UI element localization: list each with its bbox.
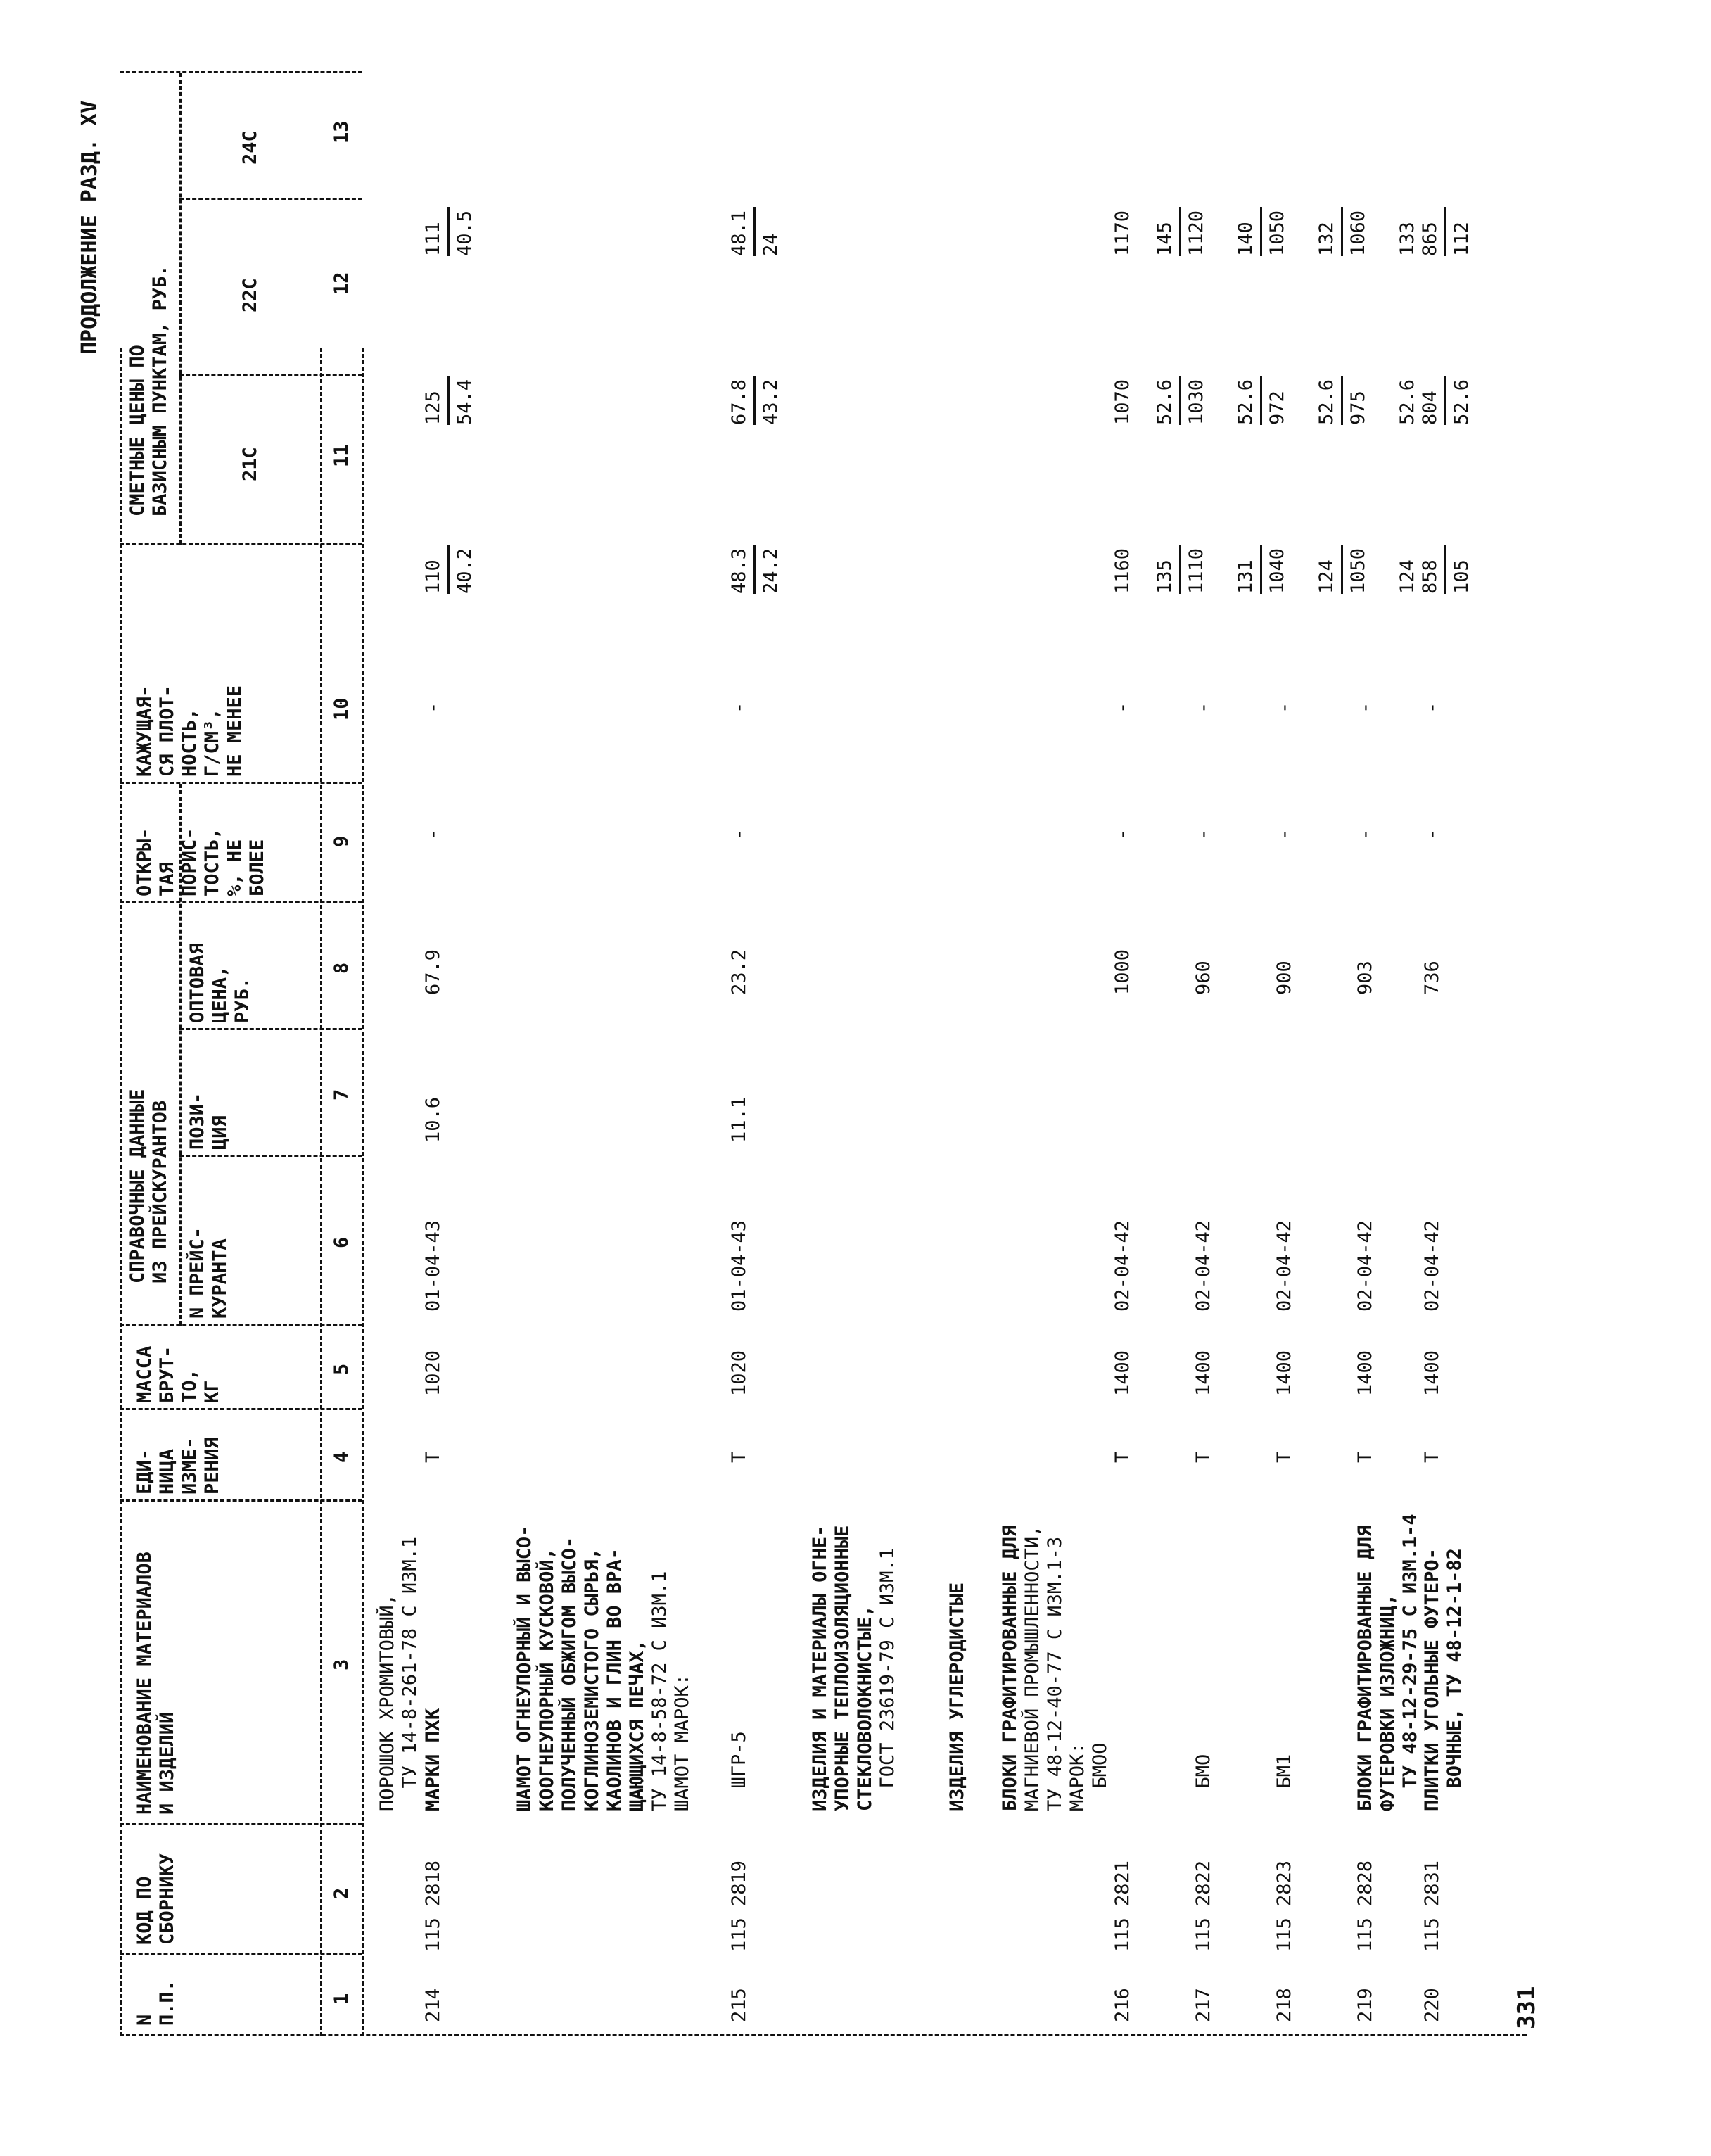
row-219-n: 219 [1354,1988,1376,2022]
row-220-code: 115 2831 [1421,1860,1443,1952]
header-density: КАЖУЩАЯ- СЯ ПЛОТ- НОСТЬ, Г/СМ³, НЕ МЕНЕЕ [134,685,246,777]
table-top-rule [120,348,122,2036]
col-rule-8 [179,1028,362,1030]
row-217-p22: 52.6 1030 [1154,376,1208,425]
table-header-rule [320,348,322,2036]
row-216-pricelist: 02-04-42 [1112,1219,1133,1312]
row-220-name: ПЛИТКИ УГОЛЬНЫЕ ФУТЕРО- ВОЧНЫЕ, ТУ 48-12-1-82 [1421,1548,1465,1811]
row-219-code: 115 2828 [1354,1860,1376,1952]
row-216-code: 115 2821 [1112,1860,1133,1952]
row-216-n: 216 [1112,1988,1133,2022]
row-220-wholesale: 736 [1421,960,1443,995]
row-216-mass: 1400 [1112,1350,1133,1396]
row-218-name: БМ1 [1273,1754,1295,1811]
row-214-p21: 110 40.2 [422,545,476,594]
row-215-p24: 48.1 24 [728,207,782,256]
col-rule-12 [179,374,362,376]
row-217-density: - [1192,702,1214,714]
row-220-p22: 52.6 804 52.6 [1397,376,1473,425]
row-218-wholesale: 900 [1273,960,1295,995]
row-218-porosity: - [1273,828,1295,840]
row-219-wholesale: 903 [1354,960,1376,995]
row-220-n: 220 [1421,1988,1443,2022]
row-216-p24: 1170 [1112,210,1133,256]
col-rule-9 [120,901,362,903]
colnum-13: 13 [331,120,352,144]
row-214-n: 214 [422,1988,444,2022]
row-215-pricelist: 01-04-43 [728,1219,750,1312]
col-rule-4 [120,1499,362,1502]
row-218-p21: 131 1040 [1235,545,1289,594]
row-219-porosity: - [1354,828,1376,840]
row-215-unit: Т [728,1451,750,1463]
row-217-name: БМО [1192,1754,1214,1811]
text-block-graphite-spec: МАГНИЕВОЙ ПРОМЫШЛЕННОСТИ, ТУ 48-12-40-77 С ИЗМ.1-3 МАРОК: [1022,1525,1088,1811]
header-p24: 24С [239,130,261,165]
header-porosity: ОТКРЫ- ТАЯ ПОРИС- ТОСТЬ, %, НЕ БОЛЕЕ [134,827,268,896]
table-colnum-rule [362,348,364,2036]
row-216-unit: Т [1112,1451,1133,1463]
text-block-fibreglass: ИЗДЕЛИЯ И МАТЕРИАЛЫ ОГНЕ- УПОРНЫЕ ТЕПЛОИЗОЛЯЦИОННЫЕ СТЕКЛОВОЛОКНИСТЫЕ, [809,1525,876,1811]
col-rule-6 [120,1324,362,1326]
row-215-code: 115 2819 [728,1860,750,1952]
row-214-unit: Т [422,1451,444,1463]
header-unit: ЕДИ- НИЦА ИЗМЕ- РЕНИЯ [134,1437,223,1495]
row-214-density: - [422,702,444,714]
row-218-density: - [1273,702,1295,714]
text-block-chamotte-spec: ТУ 14-8-58-72 С ИЗМ.1 ШАМОТ МАРОК: [649,1571,693,1811]
row-215-p21: 48.3 24.2 [728,545,782,594]
row-216-wholesale: 1000 [1112,949,1133,995]
row-215-n: 215 [728,1988,750,2022]
estimate-group-rule [179,73,182,545]
row-220-p21: 124 858 105 [1397,545,1473,594]
colnum-7: 7 [331,1089,352,1101]
row-218-mass: 1400 [1273,1350,1295,1396]
row-216-p21: 1160 [1112,547,1133,594]
row-220-p24: 133 865 112 [1397,207,1473,256]
col-rule-5 [120,1408,362,1410]
colnum-9: 9 [331,835,352,847]
col-rule-10 [120,782,362,784]
row-215-p22: 67.8 43.2 [728,376,782,425]
row-219-p21: 124 1050 [1316,545,1370,594]
row-219-p22: 52.6 975 [1316,376,1370,425]
row-218-p24: 140 1050 [1235,207,1289,256]
row-217-wholesale: 960 [1192,960,1214,995]
row-216-p22: 1070 [1112,379,1133,425]
header-pricelist: N ПРЕЙС- КУРАНТА [186,1226,231,1319]
row-218-p22: 52.6 972 [1235,376,1289,425]
row-220-mass: 1400 [1421,1350,1443,1396]
row-214-wholesale: 67.9 [422,949,444,995]
row-216-density: - [1112,702,1133,714]
text-block-chromite: ПОРОШОК ХРОМИТОВЫЙ, ТУ 14-8-261-78 С ИЗМ.1 [376,1536,421,1811]
row-217-porosity: - [1192,828,1214,840]
text-block-fibreglass-spec: ГОСТ 23619-79 С ИЗМ.1 [877,1548,898,1811]
page-number: 331 [1513,1986,1541,2029]
col-rule-13 [179,198,362,200]
row-215-porosity: - [728,828,750,840]
header-name: НАИМЕНОВАНИЕ МАТЕРИАЛОВ И ИЗДЕЛИЙ [134,1552,178,1815]
header-p22: 22С [239,278,261,312]
row-217-code: 115 2822 [1192,1860,1214,1952]
row-219-name: БЛОКИ ГРАФИТИРОВАННЫЕ ДЛЯ ФУТЕРОВКИ ИЗЛОЖНИЦ, ТУ 48-12-29-75 С ИЗМ.1-4 [1354,1514,1421,1811]
col-rule-1 [120,2034,1527,2036]
row-215-wholesale: 23.2 [728,949,750,995]
header-wholesale: ОПТОВАЯ ЦЕНА, РУБ. [186,943,253,1023]
colnum-6: 6 [331,1236,352,1248]
row-215-position: 11.1 [728,1096,750,1143]
header-ref-group: СПРАВОЧНЫЕ ДАННЫЕ ИЗ ПРЕЙСКУРАНТОВ [127,1089,171,1283]
header-code: КОД ПО СБОРНИКУ [134,1853,178,1945]
col-rule-2 [120,1953,362,1955]
row-214-pricelist: 01-04-43 [422,1219,444,1312]
colnum-2: 2 [331,1887,352,1899]
row-214-porosity: - [422,828,444,840]
col-rule-7 [179,1155,362,1157]
colnum-4: 4 [331,1451,352,1463]
header-n: N П.П. [134,1979,178,2026]
text-block-chamotte: ШАМОТ ОГНЕУПОРНЫЙ И ВЫСО- КООГНЕУПОРНЫЙ КУСКОВОЙ, ПОЛУЧЕННЫЙ ОБЖИГОМ ВЫСО- КОГЛИНОЗЕМИСТОГО СЫРЬЯ, КАОЛИНОВ И ГЛИН ВО ВРА- ЩАЮЩИХСЯ ПЕЧАХ, [514,1525,648,1811]
row-219-unit: Т [1354,1451,1376,1463]
row-220-density: - [1421,702,1443,714]
row-214-name: МАРКИ ПХК [422,1708,444,1811]
row-214-p24: 111 40.5 [422,207,476,256]
header-mass: МАССА БРУТ- ТО, КГ [134,1345,223,1403]
row-216-porosity: - [1112,828,1133,840]
row-220-pricelist: 02-04-42 [1421,1219,1443,1312]
colnum-11: 11 [331,444,352,467]
colnum-1: 1 [331,1993,352,2005]
col-rule-11 [120,543,362,545]
text-block-carbon: ИЗДЕЛИЯ УГЛЕРОДИСТЫЕ [946,1582,968,1811]
header-position: ПОЗИ- ЦИЯ [186,1092,231,1150]
row-217-n: 217 [1192,1988,1214,2022]
row-217-unit: Т [1192,1451,1214,1463]
running-head: ПРОДОЛЖЕНИЕ РАЗД. XV [77,100,102,355]
row-216-name: БМОО [1089,1742,1111,1811]
row-219-pricelist: 02-04-42 [1354,1219,1376,1312]
row-214-position: 10.6 [422,1096,444,1143]
row-214-mass: 1020 [422,1350,444,1396]
col-rule-3 [120,1823,362,1825]
text-block-graphite: БЛОКИ ГРАФИТИРОВАННЫЕ ДЛЯ [999,1525,1021,1811]
row-214-code: 115 2818 [422,1860,444,1952]
row-217-pricelist: 02-04-42 [1192,1219,1214,1312]
row-218-n: 218 [1273,1988,1295,2022]
row-218-code: 115 2823 [1273,1860,1295,1952]
colnum-8: 8 [331,962,352,974]
row-215-name: ШГР-5 [728,1731,750,1811]
colnum-10: 10 [331,697,352,721]
row-215-mass: 1020 [728,1350,750,1396]
row-219-mass: 1400 [1354,1350,1376,1396]
colnum-12: 12 [331,272,352,295]
row-214-p22: 125 54.4 [422,376,476,425]
row-217-mass: 1400 [1192,1350,1214,1396]
row-219-density: - [1354,702,1376,714]
colnum-5: 5 [331,1363,352,1375]
row-217-p21: 135 1110 [1154,545,1208,594]
row-220-porosity: - [1421,828,1443,840]
row-215-density: - [728,702,750,714]
row-218-pricelist: 02-04-42 [1273,1219,1295,1312]
row-219-p24: 132 1060 [1316,207,1370,256]
header-estimate-group: СМЕТНЫЕ ЦЕНЫ ПО БАЗИСНЫМ ПУНКТАМ, РУБ. [127,265,171,516]
header-p21: 21С [239,447,261,481]
row-218-unit: Т [1273,1451,1295,1463]
col-rule-14 [120,71,362,73]
row-220-unit: Т [1421,1451,1443,1463]
colnum-3: 3 [331,1659,352,1670]
row-217-p24: 145 1120 [1154,207,1208,256]
